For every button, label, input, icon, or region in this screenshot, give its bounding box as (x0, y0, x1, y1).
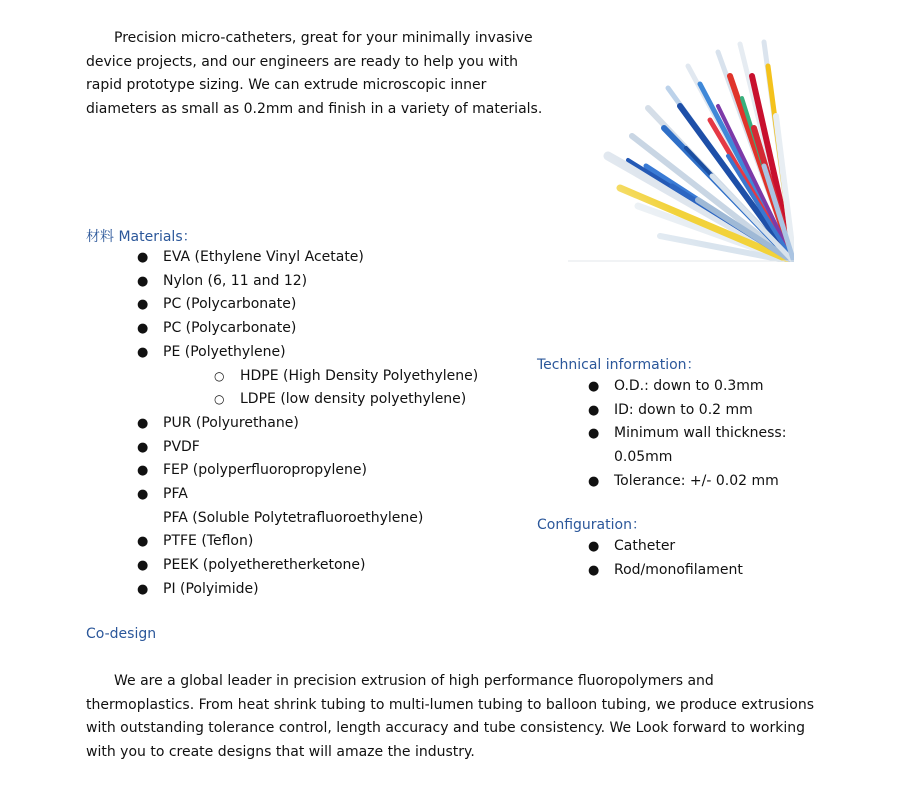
sub-list-item: ○ HDPE (High Density Polyethylene) (214, 367, 479, 384)
list-item: ● PVDF (137, 438, 200, 455)
list-item: ● Minimum wall thickness: (588, 425, 787, 442)
materials-heading: 材料 Materials： (86, 229, 197, 245)
tubing-bundle-photo (568, 36, 794, 262)
list-item: ● PUR (Polyurethane) (137, 414, 299, 431)
list-item-continuation: PFA (Soluble Polytetrafluoroethylene) (163, 509, 424, 526)
list-item: ● Nylon (6, 11 and 12) (137, 272, 308, 289)
codesign-text: We are a global leader in precision extrusion of high performance fluoropolymers and thermoplastics. From heat shrink tubing to multi-lumen tubing to balloon tubing, we produce extrusions with outstanding tolerance control, length accuracy and tube consistency. We Look forward to working with you to create designs that will amaze the industry. (86, 673, 814, 761)
list-item: ● PI (Polyimide) (137, 580, 259, 597)
sub-list-item: ○ LDPE (low density polyethylene) (214, 391, 467, 408)
technical-list (588, 375, 884, 494)
intro-text: Precision micro-catheters, great for your minimally invasive device projects, and our engineers are ready to help you with rapid prototype sizing. We can extrude microscopic inner diameters as small as 0.2mm and finish in a variety of materials. (86, 30, 543, 118)
list-item: ● ID: down to 0.2 mm (588, 401, 753, 418)
list-item: ● PC (Polycarbonate) (137, 296, 297, 313)
codesign-paragraph (86, 670, 820, 765)
list-item-continuation: 0.05mm (614, 449, 673, 466)
list-item: ● FEP (polyperfluoropropylene) (137, 462, 367, 479)
materials-list (137, 246, 543, 602)
list-item: ● PC (Polycarbonate) (137, 320, 297, 337)
list-item: ● Rod/monofilament (588, 561, 743, 578)
configuration-list (588, 535, 884, 582)
list-item: ● Catheter (588, 538, 676, 554)
codesign-heading: Co-design (86, 626, 157, 642)
list-item: ● PEEK (polyetheretherketone) (137, 557, 366, 574)
configuration-heading: Configuration： (537, 517, 646, 533)
list-item: ● O.D.: down to 0.3mm (588, 378, 764, 394)
list-item: ● PTFE (Teflon) (137, 533, 254, 550)
list-item: ● PFA (137, 486, 188, 503)
list-item: ● Tolerance: +/- 0.02 mm (588, 472, 779, 489)
intro-paragraph (86, 27, 552, 122)
list-item: ● PE (Polyethylene) (137, 343, 286, 360)
technical-heading: Technical information： (537, 357, 701, 373)
list-item: ● EVA (Ethylene Vinyl Acetate) (137, 249, 364, 265)
